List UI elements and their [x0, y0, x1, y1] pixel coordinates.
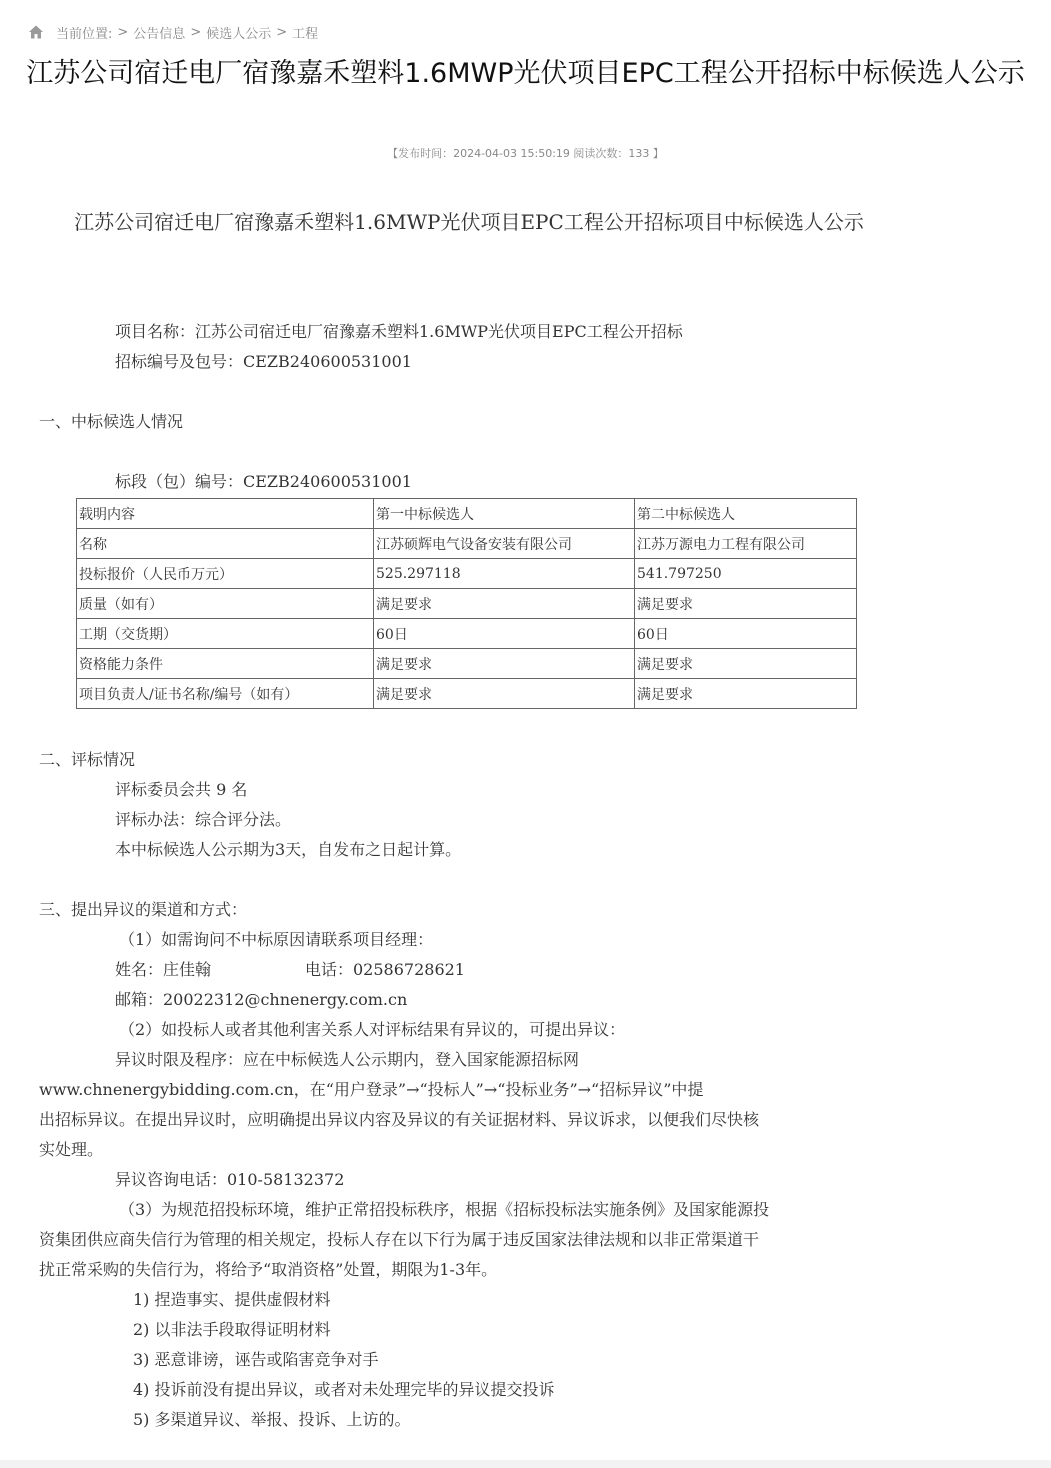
objection-item-3-cont: 扰正常采购的失信行为，将给予“取消资格”处置，期限为1-3年。: [39, 1260, 498, 1279]
committee-size: 评标委员会共 9 名: [115, 780, 248, 799]
table-cell: 江苏万源电力工程有限公司: [635, 529, 857, 559]
project-name: 项目名称：江苏公司宿迁电厂宿豫嘉禾塑料1.6MWP光伏项目EPC工程公开招标: [115, 322, 683, 341]
contact-phone: 电话：02586728621: [305, 960, 465, 979]
table-row: [77, 529, 857, 559]
table-cell: 60日: [374, 619, 635, 649]
publish-meta: 【发布时间：2024-04-03 15:50:19 阅读次数：133 】: [387, 147, 664, 160]
table-cell: 满足要求: [374, 589, 635, 619]
contact-email: 邮箱：20022312@chnenergy.com.cn: [115, 990, 408, 1009]
table-row: [77, 589, 857, 619]
article-subtitle: 江苏公司宿迁电厂宿豫嘉禾塑料1.6MWP光伏项目EPC工程公开招标项目中标候选人公示: [74, 210, 864, 234]
section-heading-candidates: 一、中标候选人情况: [39, 412, 184, 431]
table-cell: 满足要求: [635, 649, 857, 679]
objection-item-3-cont: 资集团供应商失信行为管理的相关规定，投标人存在以下行为属于违反国家法律法规和以非正常渠道干: [39, 1230, 760, 1249]
candidates-table: [76, 498, 857, 709]
table-cell: 60日: [635, 619, 857, 649]
table-cell: 载明内容: [77, 499, 374, 529]
table-row: [77, 559, 857, 589]
table-cell: 满足要求: [374, 679, 635, 709]
violation-item: 5) 多渠道异议、举报、投诉、上访的。: [133, 1410, 411, 1429]
table-row: [77, 679, 857, 709]
objection-procedure-cont: 实处理。: [39, 1140, 104, 1159]
objection-item-1: （1）如需询问不中标原因请联系项目经理：: [119, 930, 434, 949]
table-cell: 第二中标候选人: [635, 499, 857, 529]
section-heading-objection: 三、提出异议的渠道和方式：: [39, 900, 248, 919]
objection-item-2: （2）如投标人或者其他利害关系人对评标结果有异议的，可提出异议：: [119, 1020, 626, 1039]
evaluation-method: 评标办法：综合评分法。: [115, 810, 292, 829]
objection-procedure: 异议时限及程序：应在中标候选人公示期内，登入国家能源招标网: [115, 1050, 580, 1069]
objection-procedure-cont: 出招标异议。在提出异议时，应明确提出异议内容及异议的有关证据材料、异议诉求，以便我们尽快核: [39, 1110, 760, 1129]
table-cell: 工期（交货期）: [77, 619, 374, 649]
contact-name: 姓名：庄佳翰: [115, 960, 212, 979]
table-row: [77, 619, 857, 649]
breadcrumb-link-engineering[interactable]: 工程: [292, 26, 319, 42]
breadcrumb-prefix: 当前位置:: [56, 26, 113, 42]
violation-item: 3) 恶意诽谤，诬告或陷害竞争对手: [133, 1350, 379, 1369]
publicity-period: 本中标候选人公示期为3天，自发布之日起计算。: [115, 840, 462, 859]
home-icon[interactable]: [28, 24, 44, 40]
table-cell: 541.797250: [635, 559, 857, 589]
table-cell: 项目负责人/证书名称/编号（如有）: [77, 679, 374, 709]
table-cell: 525.297118: [374, 559, 635, 589]
bid-number: 招标编号及包号：CEZB240600531001: [115, 352, 412, 371]
table-cell: 满足要求: [635, 589, 857, 619]
page-footer-strip: [0, 1460, 1051, 1468]
violation-item: 2) 以非法手段取得证明材料: [133, 1320, 331, 1339]
breadcrumb-separator: >: [276, 24, 288, 40]
table-cell: 满足要求: [374, 649, 635, 679]
violation-item: 4) 投诉前没有提出异议，或者对未处理完毕的异议提交投诉: [133, 1380, 555, 1399]
table-row: [77, 649, 857, 679]
table-cell: 第一中标候选人: [374, 499, 635, 529]
table-cell: 投标报价（人民币万元）: [77, 559, 374, 589]
objection-procedure-cont: www.chnenergybidding.com.cn，在“用户登录”→“投标人”→“投标业务”→“招标异议”中提: [39, 1080, 704, 1099]
objection-phone: 异议咨询电话：010-58132372: [115, 1170, 345, 1189]
table-cell: 江苏硕辉电气设备安装有限公司: [374, 529, 635, 559]
breadcrumb-link-announcements[interactable]: 公告信息: [133, 26, 186, 42]
violation-item: 1) 捏造事实、提供虚假材料: [133, 1290, 331, 1309]
breadcrumb-link-candidates[interactable]: 候选人公示: [206, 26, 272, 42]
lot-number: 标段（包）编号：CEZB240600531001: [115, 472, 412, 491]
table-cell: 满足要求: [635, 679, 857, 709]
breadcrumb: [28, 20, 318, 44]
breadcrumb-separator: >: [117, 24, 129, 40]
objection-item-3: （3）为规范招投标环境，维护正常招投标秩序，根据《招标投标法实施条例》及国家能源投: [119, 1200, 770, 1219]
table-cell: 质量（如有）: [77, 589, 374, 619]
breadcrumb-separator: >: [190, 24, 202, 40]
table-cell: 名称: [77, 529, 374, 559]
page-title: 江苏公司宿迁电厂宿豫嘉禾塑料1.6MWP光伏项目EPC工程公开招标中标候选人公示: [26, 58, 1025, 89]
table-cell: 资格能力条件: [77, 649, 374, 679]
table-row: [77, 499, 857, 529]
section-heading-evaluation: 二、评标情况: [39, 750, 136, 769]
